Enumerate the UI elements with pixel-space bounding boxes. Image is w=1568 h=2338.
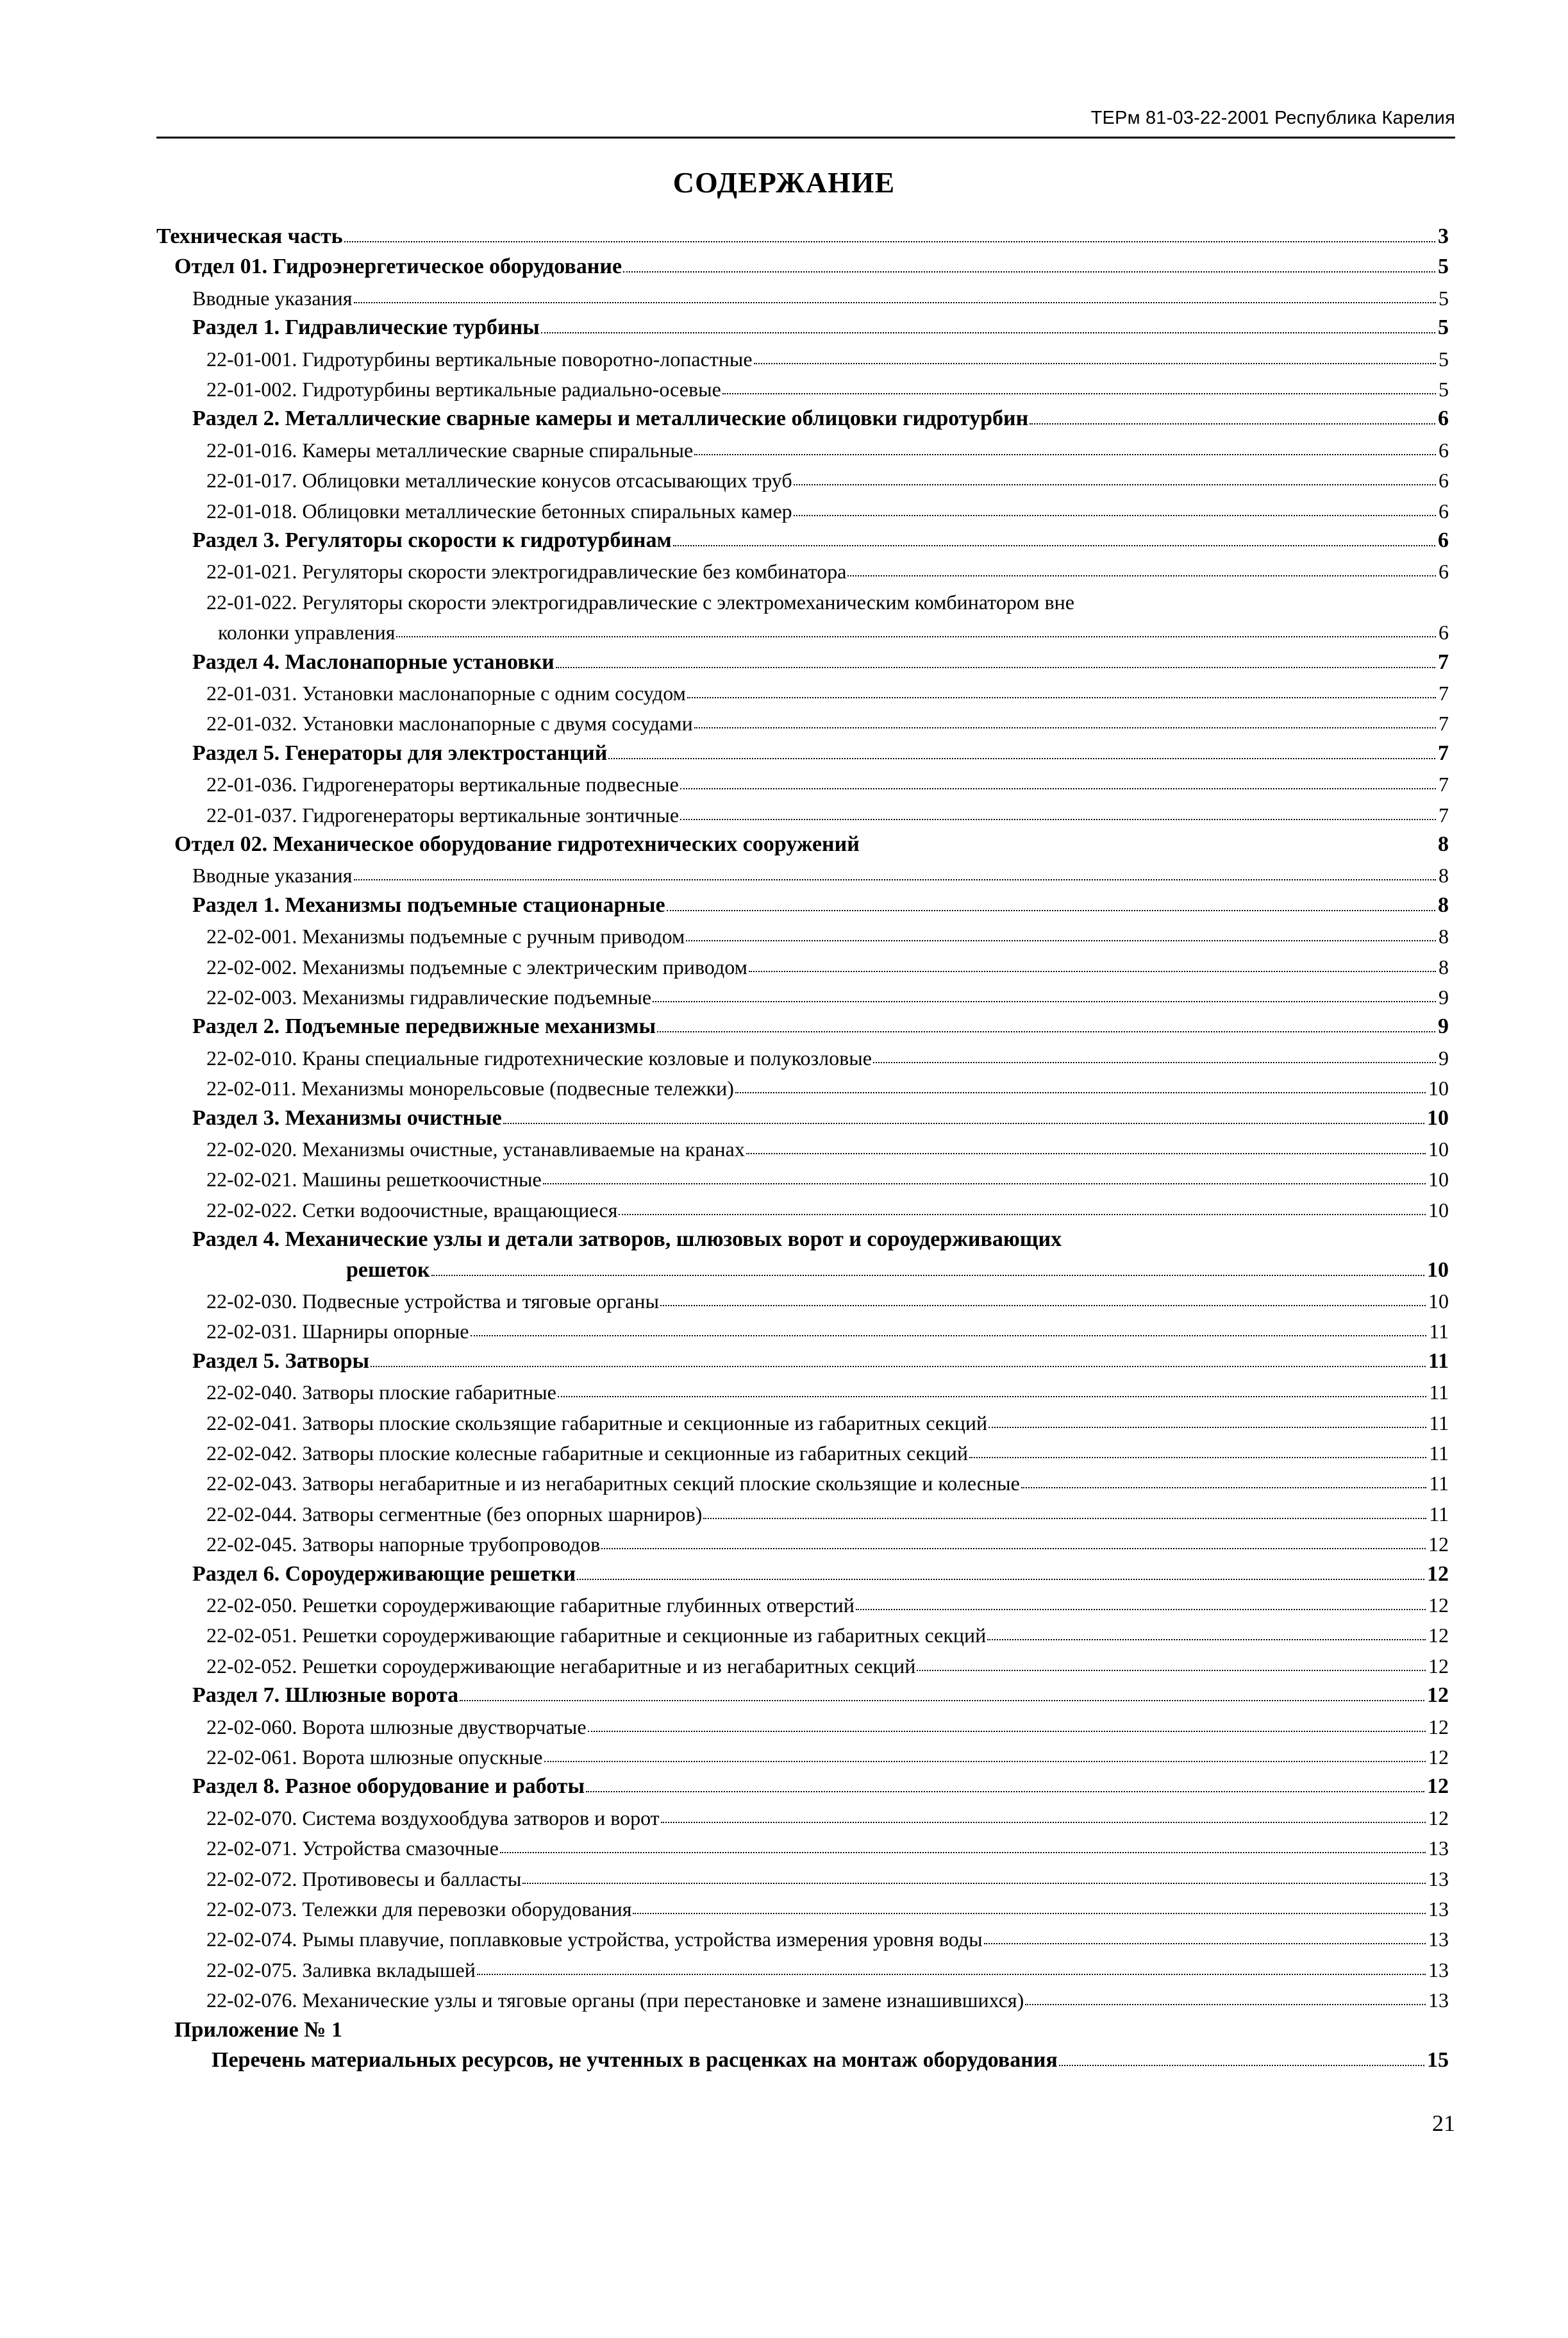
toc-entry-page: 9 xyxy=(1438,1014,1449,1038)
toc-entry-page: 12 xyxy=(1428,1533,1449,1556)
toc-dot-leader xyxy=(460,1700,1424,1701)
toc-entry xyxy=(206,1525,1449,1554)
toc-entry-page: 5 xyxy=(1438,315,1449,339)
toc-entry-page: 5 xyxy=(1439,287,1449,310)
toc-entry-label: 22-02-011. Механизмы монорельсовые (подвесные тележки) xyxy=(206,1077,734,1100)
toc-dot-leader xyxy=(431,1275,1424,1276)
toc-dot-leader xyxy=(749,971,1436,972)
toc-entry xyxy=(206,917,1449,946)
toc-entry-label: Техническая часть xyxy=(156,224,343,248)
toc-entry-label: 22-01-031. Установки маслонапорные с одним сосудом xyxy=(206,682,686,705)
toc-entry-label: Отдел 02. Механическое оборудование гидротехнических сооружений xyxy=(174,832,860,856)
toc-entry xyxy=(206,1039,1449,1068)
toc-entry-page: 8 xyxy=(1438,893,1449,917)
toc-dot-leader xyxy=(477,1974,1426,1975)
toc-entry-page: 13 xyxy=(1428,1989,1449,2012)
toc-dot-leader xyxy=(661,1822,1426,1823)
toc-entry xyxy=(206,1160,1449,1190)
toc-entry-label: 22-02-021. Машины решеткоочистные xyxy=(206,1168,542,1191)
toc-entry xyxy=(192,1221,1449,1250)
toc-dot-leader xyxy=(687,697,1436,698)
toc-dot-leader xyxy=(558,1396,1426,1397)
toc-entry xyxy=(206,1920,1449,1949)
toc-entry-page: 7 xyxy=(1438,741,1449,765)
toc-entry xyxy=(206,1404,1449,1433)
page-title: СОДЕРЖАНИЕ xyxy=(672,166,896,199)
toc-dot-leader xyxy=(873,1062,1436,1063)
toc-entry xyxy=(206,552,1449,582)
toc-entry-label: 22-02-030. Подвесные устройства и тяговые органы xyxy=(206,1290,660,1313)
toc-entry-label: 22-01-017. Облицовки металлические конусов отсасывающих труб xyxy=(206,469,792,492)
toc-entry-label: 22-02-073. Тележки для перевозки оборудования xyxy=(206,1897,632,1921)
toc-entry-label: Раздел 1. Механизмы подъемные стационарные xyxy=(192,893,665,917)
toc-entry-page: 10 xyxy=(1428,1077,1449,1100)
toc-entry xyxy=(192,1100,1449,1129)
toc-entry xyxy=(206,431,1449,460)
toc-entry-page: 12 xyxy=(1428,1806,1449,1829)
toc-dot-leader xyxy=(577,1579,1424,1580)
toc-entry xyxy=(192,400,1449,430)
toc-entry-page: 12 xyxy=(1427,1774,1449,1798)
toc-entry-page: 12 xyxy=(1428,1594,1449,1617)
toc-dot-leader xyxy=(556,667,1435,668)
toc-dot-leader xyxy=(653,1001,1436,1002)
toc-entry xyxy=(206,1434,1449,1463)
toc-dot-leader xyxy=(1059,2065,1424,2066)
toc-entry xyxy=(212,2042,1449,2071)
toc-entry-page: 11 xyxy=(1429,1411,1449,1434)
toc-entry xyxy=(206,765,1449,795)
toc-dot-leader xyxy=(917,1670,1426,1671)
toc-entry-page: 6 xyxy=(1438,407,1449,430)
toc-entry-label: решеток xyxy=(346,1258,430,1282)
toc-entry-label: 22-01-002. Гидротурбины вертикальные радиально-осевые xyxy=(206,378,721,401)
toc-entry xyxy=(206,1464,1449,1493)
toc-dot-leader xyxy=(522,1883,1426,1884)
toc-entry xyxy=(206,1890,1449,1919)
toc-entry xyxy=(346,1252,1449,1281)
toc-entry xyxy=(206,704,1449,734)
toc-entry-page: 8 xyxy=(1439,925,1449,948)
toc-entry xyxy=(206,1708,1449,1737)
toc-entry-label: 22-02-044. Затворы сегментные (без опорных шарниров) xyxy=(206,1502,703,1526)
toc-entry-label: 22-01-001. Гидротурбины вертикальные поворотно-лопастные xyxy=(206,348,753,371)
toc-entry-label: 22-02-001. Механизмы подъемные с ручным приводом xyxy=(206,925,685,948)
toc-entry xyxy=(192,1008,1449,1038)
toc-dot-leader xyxy=(541,332,1435,333)
toc-entry xyxy=(206,1829,1449,1858)
toc-dot-leader xyxy=(703,1518,1426,1519)
toc-dot-leader xyxy=(544,1761,1426,1762)
toc-entry-page: 7 xyxy=(1438,650,1449,674)
toc-entry xyxy=(206,1312,1449,1341)
toc-entry-page: 13 xyxy=(1428,1867,1449,1890)
toc-dot-leader xyxy=(471,1335,1427,1336)
toc-entry-page: 6 xyxy=(1438,528,1449,552)
toc-entry-label: Раздел 8. Разное оборудование и работы xyxy=(192,1774,585,1798)
toc-entry-page: 12 xyxy=(1428,1715,1449,1738)
toc-entry-page: 10 xyxy=(1428,1290,1449,1313)
toc-dot-leader xyxy=(608,758,1435,759)
toc-entry-page: 11 xyxy=(1429,1442,1449,1465)
toc-entry-label: 22-01-037. Гидрогенераторы вертикальные зонтичные xyxy=(206,803,680,827)
toc-entry xyxy=(192,1343,1449,1372)
toc-entry-label: 22-02-031. Шарниры опорные xyxy=(206,1320,469,1343)
toc-dot-leader xyxy=(396,636,1436,637)
toc-dot-leader xyxy=(847,575,1436,576)
toc-entry-page: 13 xyxy=(1428,1928,1449,1951)
toc-dot-leader xyxy=(680,788,1436,789)
toc-entry-label: 22-02-010. Краны специальные гидротехнические козловые и полукозловые xyxy=(206,1047,872,1070)
toc-entry xyxy=(156,218,1449,248)
toc-entry-page: 11 xyxy=(1429,1381,1449,1404)
toc-entry-page: 13 xyxy=(1428,1958,1449,1981)
toc-entry-label: 22-02-040. Затворы плоские габаритные xyxy=(206,1381,556,1404)
toc-entry xyxy=(206,1951,1449,1980)
toc-dot-leader xyxy=(856,1609,1426,1610)
toc-entry xyxy=(218,613,1449,643)
toc-entry-page: 5 xyxy=(1438,255,1449,278)
toc-dot-leader xyxy=(987,1639,1426,1640)
toc-entry xyxy=(206,674,1449,703)
toc-entry-label: 22-02-050. Решетки сороудерживающие габаритные глубинных отверстий xyxy=(206,1594,855,1617)
toc-entry-page: 7 xyxy=(1439,682,1449,705)
toc-entry-label: колонки управления xyxy=(218,621,396,644)
toc-entry-label: Раздел 1. Гидравлические турбины xyxy=(192,315,540,339)
toc-entry-label: 22-02-043. Затворы негабаритные и из негабаритных секций плоские скользящие и колесные xyxy=(206,1472,1020,1495)
toc-entry-label: 22-01-032. Установки маслонапорные с двумя сосудами xyxy=(206,712,693,735)
toc-entry-label: 22-01-016. Камеры металлические сварные спиральные xyxy=(206,439,694,462)
toc-entry-page: 11 xyxy=(1429,1472,1449,1495)
toc-entry-label: Раздел 2. Подъемные передвижные механизмы xyxy=(192,1014,656,1038)
toc-entry-page: 6 xyxy=(1439,439,1449,462)
toc-entry-page: 11 xyxy=(1429,1320,1449,1343)
toc-entry-label: Раздел 7. Шлюзные ворота xyxy=(192,1683,459,1707)
toc-entry-page: 12 xyxy=(1428,1745,1449,1769)
toc-entry xyxy=(192,1677,1449,1706)
toc-entry xyxy=(206,1799,1449,1828)
toc-entry-label: 22-02-075. Заливка вкладышей xyxy=(206,1958,476,1981)
toc-entry-page: 6 xyxy=(1439,621,1449,644)
toc-entry xyxy=(206,978,1449,1007)
toc-dot-leader xyxy=(694,727,1436,728)
toc-entry xyxy=(174,826,1449,855)
toc-entry-page: 7 xyxy=(1439,712,1449,735)
toc-entry xyxy=(192,856,1449,886)
toc-entry-page: 12 xyxy=(1427,1683,1449,1707)
toc-entry-label: Вводные указания xyxy=(192,287,353,310)
toc-entry-label: 22-01-036. Гидрогенераторы вертикальные подвесные xyxy=(206,773,679,796)
toc-dot-leader xyxy=(754,363,1436,364)
toc-entry xyxy=(206,796,1449,825)
toc-entry-page: 5 xyxy=(1439,348,1449,371)
toc-entry-page: 12 xyxy=(1428,1624,1449,1647)
toc-entry-label: 22-01-022. Регуляторы скорости электрогидравлические с электромеханическим комбинатором вне xyxy=(206,591,1074,614)
toc-entry xyxy=(206,461,1449,491)
toc-entry-page: 6 xyxy=(1439,560,1449,583)
toc-entry-page: 10 xyxy=(1427,1258,1449,1282)
toc-entry xyxy=(192,279,1449,308)
toc-entry xyxy=(192,735,1449,764)
toc-dot-leader xyxy=(686,940,1436,941)
toc-dot-leader xyxy=(746,1153,1426,1154)
toc-entry-label: 22-02-003. Механизмы гидравлические подъемные xyxy=(206,986,652,1009)
toc-entry-label: Раздел 6. Сороудерживающие решетки xyxy=(192,1562,576,1586)
toc-entry-label: 22-02-042. Затворы плоские колесные габаритные и секционные из габаритных секций xyxy=(206,1442,969,1465)
toc-entry-label: 22-02-052. Решетки сороудерживающие негабаритные и из негабаритных секций xyxy=(206,1654,916,1678)
toc-dot-leader xyxy=(1021,1487,1426,1488)
running-header: ТЕРм 81-03-22-2001 Республика Карелия xyxy=(1090,108,1455,128)
toc-entry-page: 5 xyxy=(1439,378,1449,401)
toc-entry xyxy=(206,1495,1449,1524)
toc-entry-label: Раздел 2. Металлические сварные камеры и металлические облицовки гидротурбин xyxy=(192,407,1029,430)
toc-entry xyxy=(192,309,1449,339)
toc-entry-page: 9 xyxy=(1439,986,1449,1009)
toc-entry-label: 22-02-002. Механизмы подъемные с электрическим приводом xyxy=(206,955,747,979)
toc-entry xyxy=(206,948,1449,977)
toc-dot-leader xyxy=(543,1183,1426,1184)
toc-dot-leader xyxy=(619,1214,1426,1215)
toc-entry-page: 12 xyxy=(1427,1562,1449,1586)
toc-entry-label: Раздел 3. Механизмы очистные xyxy=(192,1106,502,1130)
toc-entry-page: 11 xyxy=(1428,1349,1449,1373)
toc-entry xyxy=(192,1768,1449,1797)
toc-entry-page: 13 xyxy=(1428,1897,1449,1921)
toc-entry-page: 7 xyxy=(1439,773,1449,796)
toc-entry xyxy=(206,1282,1449,1311)
toc-entry xyxy=(192,887,1449,916)
toc-entry-page: 7 xyxy=(1439,803,1449,827)
toc-entry-page: 6 xyxy=(1439,500,1449,523)
page-number: 21 xyxy=(1432,2110,1455,2136)
toc-dot-leader xyxy=(969,1457,1426,1458)
toc-dot-leader xyxy=(633,1913,1426,1914)
toc-entry-page: 8 xyxy=(1438,832,1449,856)
toc-entry-label: 22-02-041. Затворы плоские скользящие габаритные и секционные из габаритных секций xyxy=(206,1411,988,1434)
toc-entry xyxy=(192,522,1449,551)
toc-dot-leader xyxy=(503,1123,1424,1124)
toc-entry-label: Раздел 5. Затворы xyxy=(192,1349,370,1373)
toc-dot-leader xyxy=(794,484,1436,485)
toc-entry-label: 22-02-061. Ворота шлюзные опускные xyxy=(206,1745,543,1769)
toc-dot-leader xyxy=(354,879,1437,880)
toc-entry xyxy=(174,2012,1449,2041)
toc-entry xyxy=(206,583,1449,612)
toc-entry xyxy=(206,1191,1449,1220)
toc-dot-leader xyxy=(673,545,1435,546)
toc-entry-label: Перечень материальных ресурсов, не учтенных в расценках на монтаж оборудования xyxy=(212,2048,1058,2072)
toc-entry-label: Раздел 3. Регуляторы скорости к гидротурбинам xyxy=(192,528,672,552)
toc-entry-label: Приложение № 1 xyxy=(174,2018,342,2042)
toc-dot-leader xyxy=(371,1366,1426,1367)
toc-entry-label: 22-02-060. Ворота шлюзные двустворчатые xyxy=(206,1715,587,1738)
toc-dot-leader xyxy=(735,1092,1426,1093)
toc-entry-page: 8 xyxy=(1439,955,1449,979)
toc-entry-label: 22-02-074. Рымы плавучие, поплавковые устройства, устройства измерения уровня воды xyxy=(206,1928,983,1951)
toc-entry-page: 15 xyxy=(1427,2048,1449,2072)
toc-dot-leader xyxy=(680,819,1436,820)
toc-entry xyxy=(206,1981,1449,2010)
toc-entry xyxy=(206,1860,1449,1889)
toc-entry-page: 10 xyxy=(1428,1198,1449,1222)
toc-dot-leader xyxy=(1025,2004,1426,2005)
toc-entry-page: 10 xyxy=(1428,1168,1449,1191)
toc-entry xyxy=(206,492,1449,521)
toc-entry-label: Раздел 4. Механические узлы и детали затворов, шлюзовых ворот и сороудерживающих xyxy=(192,1227,1062,1251)
toc-entry xyxy=(206,340,1449,369)
toc-entry xyxy=(192,644,1449,673)
toc-dot-leader xyxy=(657,1031,1435,1032)
toc-entry-page: 10 xyxy=(1428,1138,1449,1161)
toc-entry xyxy=(192,1556,1449,1585)
toc-entry-page: 6 xyxy=(1439,469,1449,492)
toc-entry xyxy=(206,1130,1449,1159)
toc-entry-label: 22-02-020. Механизмы очистные, устанавливаемые на кранах xyxy=(206,1138,745,1161)
toc-dot-leader xyxy=(660,1305,1426,1306)
toc-entry-page: 11 xyxy=(1429,1502,1449,1526)
toc-entry-page: 10 xyxy=(1427,1106,1449,1130)
toc-entry xyxy=(206,1647,1449,1676)
toc-entry xyxy=(206,370,1449,399)
toc-entry xyxy=(174,248,1449,278)
toc-entry-label: 22-02-051. Решетки сороудерживающие габаритные и секционные из габаритных секций xyxy=(206,1624,987,1647)
toc-entry-label: 22-02-076. Механические узлы и тяговые органы (при перестановке и замене изнашившихся) xyxy=(206,1989,1024,2012)
toc-entry-label: 22-02-071. Устройства смазочные xyxy=(206,1837,499,1860)
toc-dot-leader xyxy=(588,1731,1426,1732)
toc-dot-leader xyxy=(988,1427,1426,1428)
toc-entry-label: Отдел 01. Гидроэнергетическое оборудование xyxy=(174,255,622,278)
toc-entry-label: 22-02-072. Противовесы и балласты xyxy=(206,1867,522,1890)
toc-dot-leader xyxy=(344,241,1435,242)
toc-dot-leader xyxy=(984,1943,1426,1944)
toc-dot-leader xyxy=(794,515,1436,516)
toc-entry-label: 22-02-070. Система воздухообдува затворов и ворот xyxy=(206,1806,660,1829)
toc-entry xyxy=(206,1738,1449,1767)
toc-entry xyxy=(206,1616,1449,1645)
toc-dot-leader xyxy=(667,910,1435,911)
toc-entry-label: Раздел 4. Маслонапорные установки xyxy=(192,650,555,674)
toc-entry-page: 8 xyxy=(1439,864,1449,887)
toc-entry-page: 12 xyxy=(1428,1654,1449,1678)
toc-entry xyxy=(206,1586,1449,1615)
toc-entry-page: 13 xyxy=(1428,1837,1449,1860)
toc-dot-leader xyxy=(500,1852,1426,1853)
toc-entry-label: 22-02-045. Затворы напорные трубопроводов xyxy=(206,1533,601,1556)
toc-dot-leader xyxy=(354,302,1437,303)
toc-dot-leader xyxy=(623,271,1435,273)
toc-entry-page: 9 xyxy=(1439,1047,1449,1070)
toc-entry xyxy=(206,1373,1449,1402)
toc-entry-page: 3 xyxy=(1438,224,1449,248)
toc-entry-label: 22-02-022. Сетки водоочистные, вращающиеся xyxy=(206,1198,618,1222)
toc-entry xyxy=(206,1069,1449,1098)
toc-entry-label: 22-01-018. Облицовки металлические бетонных спиральных камер xyxy=(206,500,792,523)
toc-entry-label: Раздел 5. Генераторы для электростанций xyxy=(192,741,608,765)
toc-dot-leader xyxy=(1030,423,1435,425)
toc-dot-leader xyxy=(601,1548,1426,1549)
toc-dot-leader xyxy=(586,1791,1424,1792)
toc-dot-leader xyxy=(722,393,1436,394)
toc-dot-leader xyxy=(694,454,1436,455)
toc-entry-label: Вводные указания xyxy=(192,864,353,887)
toc-entry-label: 22-01-021. Регуляторы скорости электрогидравлические без комбинатора xyxy=(206,560,847,583)
